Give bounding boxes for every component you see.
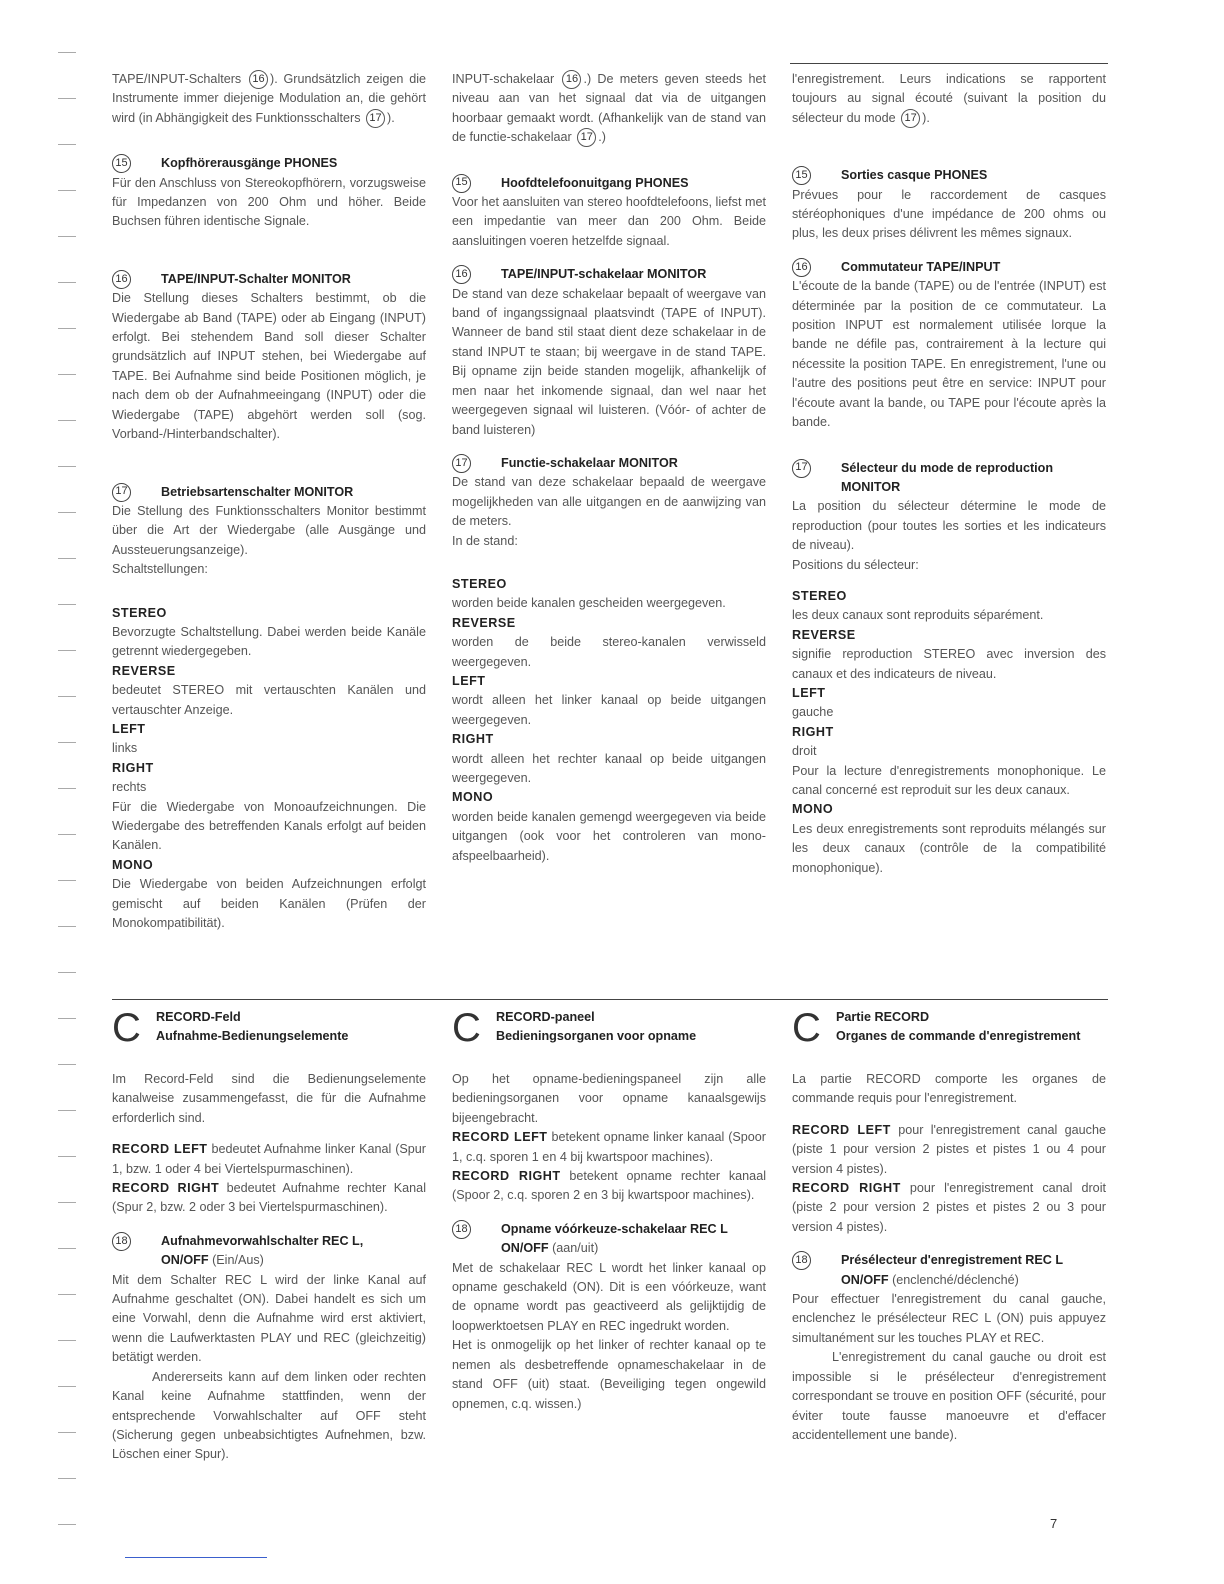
- ref-circle: 16: [249, 70, 268, 89]
- mode-text: les deux canaux sont reproduits séparément.: [792, 608, 1044, 623]
- section-number: 15: [452, 174, 471, 193]
- mode-term: LEFT: [112, 721, 146, 736]
- mode-text: droit: [792, 744, 817, 759]
- section-c-title: RECORD-Feld: [156, 1010, 241, 1024]
- section-heading-15: 15 Hoofdtelefoonuitgang PHONES: [452, 174, 766, 193]
- section-heading-17: 17 Functie-schakelaar MONITOR: [452, 454, 766, 473]
- section-letter: C: [792, 1006, 821, 1050]
- mode-term: RIGHT: [112, 760, 154, 775]
- mode-term: STEREO: [792, 588, 847, 603]
- mode-term: STEREO: [112, 605, 167, 620]
- mode-text: links: [112, 741, 138, 756]
- section-heading-16: 16 TAPE/INPUT-schakelaar MONITOR: [452, 265, 766, 284]
- section-c-heading: [452, 1006, 766, 1070]
- mode-term: MONO: [112, 857, 154, 872]
- nl-s15-text: Voor het aansluiten van stereo hoofdtelefoons, liefst met een impedantie van meer dan 200 Ohm. Beide aansluitingen voeren hetzelfde signaal.: [452, 195, 766, 248]
- column-german-record: [112, 1006, 426, 1465]
- column-dutch-top: [452, 70, 766, 866]
- column-dutch-record: [452, 1006, 766, 1414]
- fr-intro: l'enregistrement. Leurs indications se rapportent toujours au signal écouté (suivant la position du sélecteur du mode 17 ).: [792, 70, 1106, 128]
- section-heading-16: 16 Commutateur TAPE/INPUT: [792, 258, 1106, 277]
- fr-s17-text: La position du sélecteur détermine le mode de reproduction (pour toutes les sorties et les indicateurs de niveau).: [792, 499, 1106, 553]
- nl-positions-label: In de stand:: [452, 533, 518, 548]
- section-number: 18: [112, 1232, 131, 1251]
- mode-term: RIGHT: [792, 724, 834, 739]
- section-number: 17: [112, 483, 131, 502]
- section-number: 17: [792, 459, 811, 478]
- ref-circle: 16: [562, 70, 581, 89]
- mode-term: MONO: [452, 790, 494, 805]
- mode-term: RIGHT: [452, 732, 494, 747]
- section-number: 15: [112, 154, 131, 173]
- section-number: 18: [792, 1251, 811, 1270]
- mode-term: REVERSE: [112, 663, 176, 678]
- column-french-top: [792, 70, 1106, 878]
- mode-text: worden beide kanalen gemengd weergegeven via beide uitgangen (ook voor het controleren van mono-afspeelbaarheid).: [452, 809, 766, 863]
- mode-term: STEREO: [452, 576, 507, 591]
- mode-text: bedeutet STEREO mit vertauschten Kanälen und vertauschter Anzeige.: [112, 683, 426, 717]
- section-c-title: RECORD-paneel: [496, 1010, 595, 1024]
- section-letter: C: [452, 1006, 481, 1050]
- section-heading-18: 18 Opname vóórkeuze-schakelaar REC L ON/OFF (aan/uit): [452, 1220, 766, 1259]
- nl-rec-right: RECORD RIGHT betekent opname rechter kanaal (Spoor 2, c.q. sporen 2 en 3 bij kwartspoor machines).: [452, 1169, 766, 1203]
- mode-term: REVERSE: [452, 615, 516, 630]
- mode-term: LEFT: [792, 685, 826, 700]
- nl-c-intro: Op het opname-bedieningspaneel zijn alle bedieningsorganen voor opname kanaalsgewijs bijeengebracht.: [452, 1072, 766, 1125]
- section-heading-15: 15 Kopfhörerausgänge PHONES: [112, 154, 426, 173]
- section-heading-17: 17 Betriebsartenschalter MONITOR: [112, 483, 426, 502]
- mode-text: signifie reproduction STEREO avec inversion des canaux et des indicateurs de niveau.: [792, 647, 1106, 681]
- section-number: 15: [792, 166, 811, 185]
- fr-positions-label: Positions du sélecteur:: [792, 557, 919, 572]
- section-number: 16: [792, 258, 811, 277]
- nl-s17-text: De stand van deze schakelaar bepaald de weergave mogelijkheden van alle uitgangen en de aanwijzing van de meters.: [452, 475, 766, 529]
- section-c-title: Partie RECORD: [836, 1010, 930, 1024]
- ref-circle: 17: [901, 109, 920, 128]
- section-c-subtitle: Organes de commande d'enregistrement: [836, 1029, 1081, 1044]
- section-c-heading: [112, 1006, 426, 1070]
- section-letter: C: [112, 1006, 141, 1050]
- nl-s16-text: De stand van deze schakelaar bepaalt of weergave van band of ingangssignaal plaatsvindt (TAPE of INPUT). Wanneer de band stil staat dient deze schakelaar in de stand INPUT te staan; bij weergave in de stand TAPE. Bij opname zijn beide standen mogelijk, afhankelijk of men naar het inkomende signaal, dan wel naar het weergegeven signaal wil luisteren. (Vóór- of achter de band luisteren): [452, 286, 766, 437]
- section-heading-15: 15 Sorties casque PHONES: [792, 166, 1106, 185]
- fr-s15-text: Prévues pour le raccordement de casques stéréophoniques d'une impédance de 200 ohms ou plus, les deux prises délivrent les mêmes signaux.: [792, 187, 1106, 241]
- footer-rule: [125, 1557, 267, 1558]
- section-number: 16: [112, 270, 131, 289]
- ref-circle: 17: [366, 109, 385, 128]
- section-heading-18: 18 Présélecteur d'enregistrement REC L ON/OFF (enclenché/déclenché): [792, 1251, 1106, 1290]
- ref-circle: 17: [577, 128, 596, 147]
- nl-s18-p2: Het is onmogelijk op het linker of rechter kanaal op te nemen als desbetreffende opnameschakelaar in de stand OFF (uit) staat. (Beveiliging tegen ongewild opnemen, c.q. wissen.): [452, 1338, 766, 1411]
- fr-s18-p1: Pour effectuer l'enregistrement du canal gauche, enclenchez le présélecteur REC L (ON) puis appuyez simultanément sur les touches PLAY et REC.: [792, 1292, 1106, 1345]
- mode-term: LEFT: [452, 673, 486, 688]
- mode-text: rechts: [112, 780, 147, 795]
- de-rec-right: RECORD RIGHT bedeutet Aufnahme rechter Kanal (Spur 2, bzw. 2 oder 3 bei Viertelspurmaschinen).: [112, 1181, 426, 1215]
- mode-note: Für die Wiedergabe von Monoaufzeichnungen. Die Wiedergabe des betreffenden Kanals erfolgt auf beiden Kanälen.: [112, 799, 426, 853]
- mode-text: wordt alleen het linker kanaal op beide uitgangen weergegeven.: [452, 693, 766, 727]
- mode-text: wordt alleen het rechter kanaal op beide uitgangen weergegeven.: [452, 751, 766, 785]
- section-heading-17: 17 Sélecteur du mode de reproduction MONITOR: [792, 459, 1106, 498]
- section-number: 18: [452, 1220, 471, 1239]
- section-c-subtitle: Bedieningsorganen voor opname: [496, 1029, 697, 1044]
- nl-rec-left: RECORD LEFT betekent opname linker kanaal (Spoor 1, c.q. sporen 1 en 4 bij kwartspoor machines).: [452, 1130, 767, 1164]
- mode-text: worden de beide stereo-kanalen verwisseld weergegeven.: [452, 635, 766, 669]
- de-s18-p2: Andererseits kann auf dem linken oder rechten Kanal keine Aufnahme stattfinden, wenn der entsprechende Vorwahlschalter auf OFF steht (Sicherung gegen unbeabsichtigtes Aufnehmen, bzw. Löschen einer Spur).: [112, 1369, 426, 1462]
- mode-text: Bevorzugte Schaltstellung. Dabei werden beide Kanäle getrennt wiedergegeben.: [112, 624, 426, 659]
- top-rule: [790, 63, 1108, 64]
- fr-rec-left: RECORD LEFT pour l'enregistrement canal gauche (piste 1 pour version 2 pistes et pistes 1 ou 4 pour version 4 pistes).: [792, 1122, 1106, 1176]
- de-s15-text: Für den Anschluss von Stereokopfhörern, vorzugsweise für Impedanzen von 200 Ohm und höher. Beide Buchsen führen identische Signale.: [112, 175, 426, 229]
- fr-c-intro: La partie RECORD comporte les organes de commande requis pour l'enregistrement.: [792, 1072, 1106, 1106]
- section-c-heading: [792, 1006, 1106, 1070]
- mode-text: gauche: [792, 705, 834, 720]
- mode-text: worden beide kanalen gescheiden weergegeven.: [452, 596, 726, 611]
- de-c-intro: Im Record-Feld sind die Bedienungselemente kanalweise zusammengefasst, die für die Aufnahme erforderlich sind.: [112, 1072, 426, 1125]
- mode-term: REVERSE: [792, 627, 856, 642]
- fr-rec-right: RECORD RIGHT pour l'enregistrement canal droit (piste 2 pour version 2 pistes et pistes 2 ou 3 pour version 4 pistes).: [792, 1181, 1106, 1234]
- nl-s18-p1: Met de schakelaar REC L wordt het linker kanaal op opname geschakeld (ON). Dit is een vóórkeuze, want de opname wordt pas geactiveerd als gelijktijdig de loopwerktoetsen PLAY en REC ingedrukt worden.: [452, 1260, 766, 1333]
- section-number: 17: [452, 454, 471, 473]
- section-c-rule: [112, 999, 1108, 1000]
- mode-text: Les deux enregistrements sont reproduits mélangés sur les deux canaux (contrôle de la compatibilité monophonique).: [792, 821, 1106, 875]
- page-number: 7: [1050, 1516, 1058, 1531]
- mode-term: MONO: [792, 802, 834, 817]
- section-number: 16: [452, 265, 471, 284]
- de-s16-text: Die Stellung dieses Schalters bestimmt, ob die Wiedergabe ab Band (TAPE) oder ab Eingang (INPUT) erfolgt. Bei stehendem Band soll dieser Schalter grundsätzlich auf INPUT stehen, bei Wiedergabe auf TAPE. Bei Aufnahme sind beide Positionen möglich, je nach dem ob der Aufnahmeeingang (INPUT) oder die Wiedergabe (TAPE) abgehört werden soll (sog. Vorband-/Hinterbandschalter).: [112, 291, 426, 442]
- section-heading-18: 18 Aufnahmevorwahlschalter REC L, ON/OFF (Ein/Aus): [112, 1232, 426, 1271]
- de-intro: TAPE/INPUT-Schalters 16 ). Grundsätzlich zeigen die Instrumente immer diejenige Modulation an, die gehört wird (in Abhängigkeit des Funktionsschalters 17 ).: [112, 70, 426, 128]
- fr-s16-text: L'écoute de la bande (TAPE) ou de l'entrée (INPUT) est déterminée par la position de ce commutateur. La position INPUT est normalement utilisée lorque la bande ne défile pas, contrairement à la lecture qui nécessite la position TAPE. En enregistrement, l'une ou l'autre des positions peut être en service: INPUT pour l'écoute avant la bande, ou TAPE pour l'écoute après la bande.: [792, 279, 1106, 430]
- mode-note: Pour la lecture d'enregistrements monophonique. Le canal concerné est reproduit sur les deux canaux.: [792, 763, 1106, 797]
- fr-s18-p2: L'enregistrement du canal gauche ou droit est impossible si le présélecteur d'enregistrement correspondant se trouve en position OFF (sécurité, pour éviter toute fausse manoeuvre et d'effacer accidentellement une bande).: [792, 1350, 1106, 1442]
- de-s17-text: Die Stellung des Funktionsschalters Monitor bestimmt über die Art der Wiedergabe (alle Ausgänge und Aussteuerungsanzeige).: [112, 503, 426, 557]
- de-positions-label: Schaltstellungen:: [112, 562, 208, 577]
- column-french-record: [792, 1006, 1106, 1445]
- de-s18-p1: Mit dem Schalter REC L wird der linke Kanal auf Aufnahme geschaltet (ON). Dabei handelt es sich um eine Vorwahl, denn die Aufnahme wird erst aktiviert, wenn die Laufwerktasten PLAY und REC (gleichzeitig) betätigt werden.: [112, 1272, 426, 1365]
- section-heading-16: 16 TAPE/INPUT-Schalter MONITOR: [112, 270, 426, 289]
- mode-text: Die Wiedergabe von beiden Aufzeichnungen erfolgt gemischt auf beiden Kanälen (Prüfen der Monokompatibilität).: [112, 877, 426, 931]
- section-c-subtitle: Aufnahme-Bedienungselemente: [156, 1029, 349, 1044]
- column-german-top: [112, 70, 426, 933]
- nl-intro: INPUT-schakelaar 16 .) De meters geven steeds het niveau aan van het signaal dat via de uitgangen hoorbaar gemaakt wordt. (Afhankelijk van de stand van de functie-schakelaar 17 .): [452, 70, 766, 148]
- de-rec-left: RECORD LEFT bedeutet Aufnahme linker Kanal (Spur 1, bzw. 1 oder 4 bei Viertelspurmaschinen).: [112, 1142, 426, 1176]
